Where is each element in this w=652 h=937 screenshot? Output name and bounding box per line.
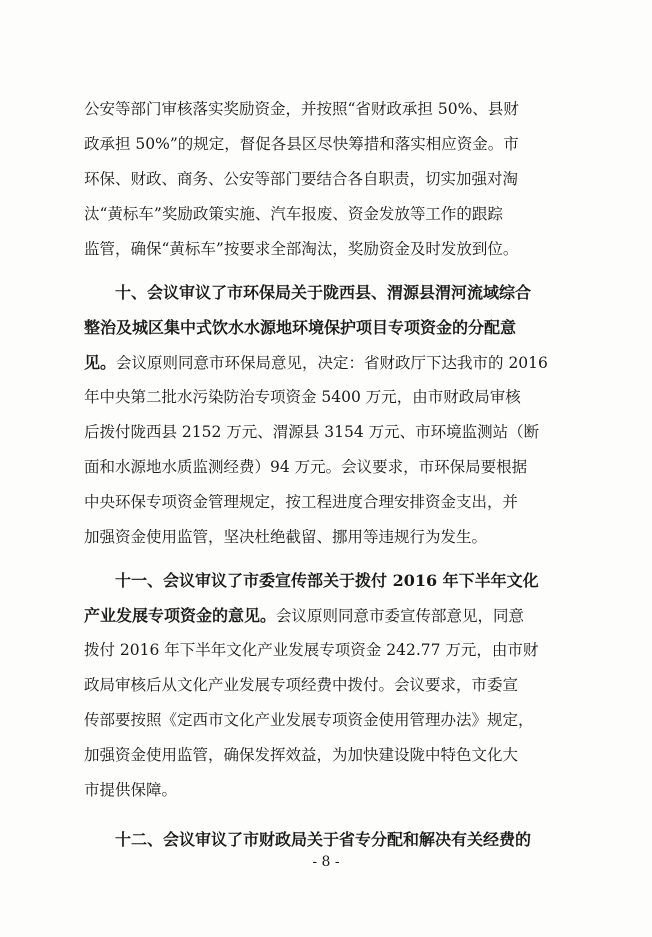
item-10-heading: 十、会议审议了市环保局关于陇西县、渭源县渭河流域综合 — [115, 283, 532, 302]
text-line: 环保、财政、商务、公安等部门要结合各自职责，切实加强对淘 — [84, 170, 519, 188]
item-10-heading-end: 见。 — [84, 353, 117, 372]
text-line: 汰“黄标车”奖励政策实施、汽车报废、资金发放等工作的跟踪 — [84, 205, 503, 223]
text-line: 拨付 2016 年下半年文化产业发展专项资金 242.77 万元，由市财 — [84, 641, 539, 659]
text-line: 政局审核后从文化产业发展专项经费中拨付。会议要求，市委宣 — [84, 676, 519, 694]
text-span: 会议原则同意市委宣传部意见，同意 — [276, 607, 525, 625]
page-number: - 8 - — [312, 854, 340, 870]
item-12-heading: 十二、会议审议了市财政局关于省专分配和解决有关经费的 — [115, 830, 532, 849]
text-line — [84, 345, 584, 380]
text-line: 政承担 50%”的规定，督促各县区尽快筹措和落实相应资金。市 — [84, 135, 519, 153]
text-line: 面和水源地水质监测经费）94 万元。会议要求，市环保局要根据 — [84, 458, 528, 476]
item-10-heading: 整治及城区集中式饮水水源地环境保护项目专项资金的分配意 — [84, 318, 517, 337]
item-11-heading-end: 产业发展专项资金的意见。 — [84, 606, 277, 625]
document-body — [84, 92, 584, 857]
text-span: 会议原则同意市环保局意见，决定：省财政厅下达我市的 2016 — [116, 354, 548, 372]
text-line: 监管，确保“黄标车”按要求全部淘汰，奖励资金及时发放到位。 — [84, 240, 519, 258]
continued-paragraph — [84, 92, 584, 267]
text-line: 年中央第二批水污染防治专项资金 5400 万元，由市财政局审核 — [84, 388, 521, 406]
text-line: 加强资金使用监管，确保发挥效益，为加快建设陇中特色文化大 — [84, 746, 519, 764]
text-line: 中央环保专项资金管理规定，按工程进度合理安排资金支出，并 — [84, 493, 519, 511]
text-line — [84, 598, 584, 633]
item-11-heading: 十一、会议审议了市委宣传部关于拨付 2016 年下半年文化 — [115, 571, 539, 590]
text-line: 加强资金使用监管，坚决杜绝截留、挪用等违规行为发生。 — [84, 528, 488, 546]
text-line: 传部要按照《定西市文化产业发展专项资金使用管理办法》规定， — [84, 711, 534, 729]
text-line: 公安等部门审核落实奖励资金，并按照“省财政承担 50%、县财 — [84, 100, 519, 118]
text-line: 市提供保障。 — [84, 781, 178, 799]
item-12-paragraph — [84, 822, 584, 857]
item-11-paragraph — [84, 563, 584, 808]
item-10-paragraph — [84, 275, 584, 555]
text-line: 后拨付陇西县 2152 万元、渭源县 3154 万元、市环境监测站（断 — [84, 423, 540, 441]
